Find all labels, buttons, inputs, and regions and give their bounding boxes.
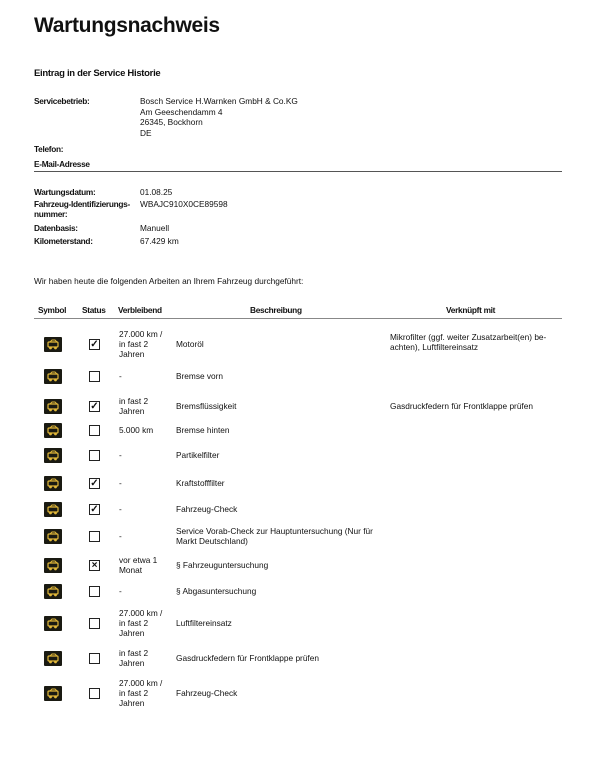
description-cell bbox=[176, 401, 236, 411]
remaining-line: in fast 2 bbox=[119, 688, 149, 699]
provider-label: Servicebetrieb: bbox=[34, 96, 90, 106]
status-checkbox bbox=[89, 531, 100, 542]
description-line: Bremsflüssigkeit bbox=[176, 401, 237, 411]
remaining-line: Jahren bbox=[119, 406, 145, 417]
engine-oil-icon bbox=[44, 337, 62, 352]
description-line: Gasdruckfedern für Frontklappe prüfen bbox=[176, 653, 319, 663]
source-label: Datenbasis: bbox=[34, 222, 78, 233]
remaining-line: Jahren bbox=[119, 698, 145, 709]
description-cell bbox=[176, 478, 225, 488]
description-cell bbox=[176, 450, 219, 460]
vehicle-check-icon bbox=[44, 502, 62, 517]
description-cell bbox=[176, 425, 230, 435]
tools-icon bbox=[44, 651, 62, 666]
brake-fluid-icon bbox=[44, 399, 62, 414]
remaining-cell bbox=[119, 371, 122, 381]
description-cell bbox=[176, 526, 373, 546]
description-line: Service Vorab-Check zur Hauptuntersuchung (Nur für bbox=[176, 526, 373, 536]
phone-label: Telefon: bbox=[34, 144, 64, 154]
description-line: Markt Deutschland) bbox=[176, 536, 248, 547]
status-checkbox: ✓ bbox=[90, 339, 99, 350]
mileage-value: 67.429 km bbox=[140, 236, 179, 246]
date-label: Wartungsdatum: bbox=[34, 187, 96, 197]
description-cell bbox=[176, 653, 319, 663]
status-checkbox bbox=[89, 688, 100, 699]
linked-cell bbox=[390, 332, 546, 352]
description-cell bbox=[176, 618, 232, 628]
pre-inspection-icon bbox=[44, 529, 62, 544]
particle-filter-icon bbox=[44, 448, 62, 463]
description-line: Motoröl bbox=[176, 339, 204, 349]
remaining-line: in fast 2 bbox=[119, 648, 149, 658]
header-status: Status bbox=[82, 305, 106, 315]
remaining-line: 27.000 km / bbox=[119, 678, 163, 688]
status-checkbox bbox=[89, 425, 100, 436]
remaining-cell bbox=[119, 425, 153, 435]
remaining-line: in fast 2 bbox=[119, 618, 149, 629]
divider bbox=[34, 171, 562, 172]
vehicle-inspection-icon bbox=[44, 558, 62, 573]
remaining-line: Jahren bbox=[119, 349, 145, 360]
provider-line: Am Geeschendamm 4 bbox=[140, 106, 223, 117]
header-description: Beschreibung bbox=[250, 305, 302, 315]
status-checkbox: ✓ bbox=[90, 478, 99, 489]
remaining-line: vor etwa 1 bbox=[119, 555, 158, 565]
remaining-line: - bbox=[119, 450, 122, 460]
description-line: § Abgasuntersuchung bbox=[176, 586, 257, 596]
source-value: Manuell bbox=[140, 222, 170, 233]
vehicle-check-icon bbox=[44, 686, 62, 701]
remaining-cell bbox=[119, 531, 122, 541]
linked-line: Mikrofilter (ggf. weiter Zusatzarbeit(en) be- bbox=[390, 332, 547, 342]
header-linked: Verknüpft mit bbox=[446, 305, 496, 315]
provider-address bbox=[140, 96, 298, 138]
rear-brake-icon bbox=[44, 423, 62, 438]
page-title: Wartungsnachweis bbox=[34, 14, 220, 37]
description-line: Fahrzeug-Check bbox=[176, 688, 238, 698]
remaining-line: 27.000 km / bbox=[119, 329, 163, 339]
description-cell bbox=[176, 560, 268, 570]
status-checkbox bbox=[89, 586, 100, 597]
description-cell bbox=[176, 339, 204, 349]
remaining-line: Jahren bbox=[119, 628, 145, 639]
status-checkbox bbox=[89, 653, 100, 664]
description-line: Bremse vorn bbox=[176, 371, 224, 381]
date-value: 01.08.25 bbox=[140, 187, 173, 197]
status-checkbox bbox=[89, 618, 100, 629]
remaining-line: 5.000 km bbox=[119, 425, 154, 435]
page-subtitle: Eintrag in der Service Historie bbox=[34, 68, 161, 79]
description-cell bbox=[176, 504, 237, 514]
email-label: E-Mail-Adresse bbox=[34, 158, 90, 169]
provider-line: Bosch Service H.Warnken GmbH & Co.KG bbox=[140, 96, 298, 106]
provider-line: 26345, Bockhorn bbox=[140, 117, 203, 127]
remaining-line: - bbox=[119, 504, 122, 514]
mileage-label: Kilometerstand: bbox=[34, 236, 93, 246]
description-cell bbox=[176, 586, 256, 596]
linked-line: achten), Luftfiltereinsatz bbox=[390, 342, 479, 353]
remaining-cell bbox=[119, 586, 122, 596]
vin-label bbox=[34, 199, 140, 220]
remaining-cell bbox=[119, 608, 162, 639]
intro-text: Wir haben heute die folgenden Arbeiten an Ihrem Fahrzeug durchgeführt: bbox=[34, 276, 304, 286]
remaining-cell bbox=[119, 555, 157, 575]
description-line: Luftfiltereinsatz bbox=[176, 618, 232, 628]
vehicle-info-block bbox=[34, 187, 228, 247]
provider-line: DE bbox=[140, 127, 152, 138]
remaining-line: in fast 2 bbox=[119, 396, 149, 406]
remaining-cell bbox=[119, 450, 122, 460]
status-checkbox: ✓ bbox=[90, 504, 99, 515]
remaining-line: - bbox=[119, 371, 122, 381]
description-cell bbox=[176, 371, 223, 381]
header-symbol: Symbol bbox=[38, 305, 67, 315]
remaining-line: - bbox=[119, 586, 122, 596]
emission-test-icon bbox=[44, 584, 62, 599]
vin-label-line: nummer: bbox=[34, 209, 68, 219]
remaining-line: - bbox=[119, 531, 122, 541]
linked-cell bbox=[390, 401, 533, 411]
table-header-divider bbox=[34, 318, 562, 319]
status-checkbox bbox=[89, 450, 100, 461]
remaining-line: 27.000 km / bbox=[119, 608, 163, 618]
remaining-cell bbox=[119, 678, 162, 709]
description-line: § Fahrzeuguntersuchung bbox=[176, 560, 269, 570]
remaining-cell bbox=[119, 504, 122, 514]
remaining-line: Jahren bbox=[119, 658, 145, 669]
description-line: Partikelfilter bbox=[176, 450, 220, 460]
status-checkbox: ✓ bbox=[90, 401, 99, 412]
fuel-filter-icon bbox=[44, 476, 62, 491]
remaining-line: - bbox=[119, 478, 122, 488]
status-checkbox: × bbox=[89, 560, 100, 571]
remaining-cell bbox=[119, 396, 148, 416]
status-checkbox bbox=[89, 371, 100, 382]
vin-value: WBAJC910X0CE89598 bbox=[140, 198, 228, 209]
description-cell bbox=[176, 688, 237, 698]
description-line: Kraftstofffilter bbox=[176, 478, 225, 488]
vin-label-line: Fahrzeug-Identifizierungs- bbox=[34, 198, 130, 209]
service-provider-block bbox=[34, 96, 298, 169]
remaining-cell bbox=[119, 329, 162, 360]
front-brake-icon bbox=[44, 369, 62, 384]
description-line: Fahrzeug-Check bbox=[176, 504, 238, 514]
description-line: Bremse hinten bbox=[176, 425, 230, 435]
header-remaining: Verbleibend bbox=[118, 305, 162, 315]
remaining-cell bbox=[119, 478, 122, 488]
remaining-line: in fast 2 bbox=[119, 339, 149, 350]
linked-line: Gasdruckfedern für Frontklappe prüfen bbox=[390, 401, 533, 411]
air-filter-icon bbox=[44, 616, 62, 631]
remaining-cell bbox=[119, 648, 148, 668]
remaining-line: Monat bbox=[119, 565, 143, 576]
